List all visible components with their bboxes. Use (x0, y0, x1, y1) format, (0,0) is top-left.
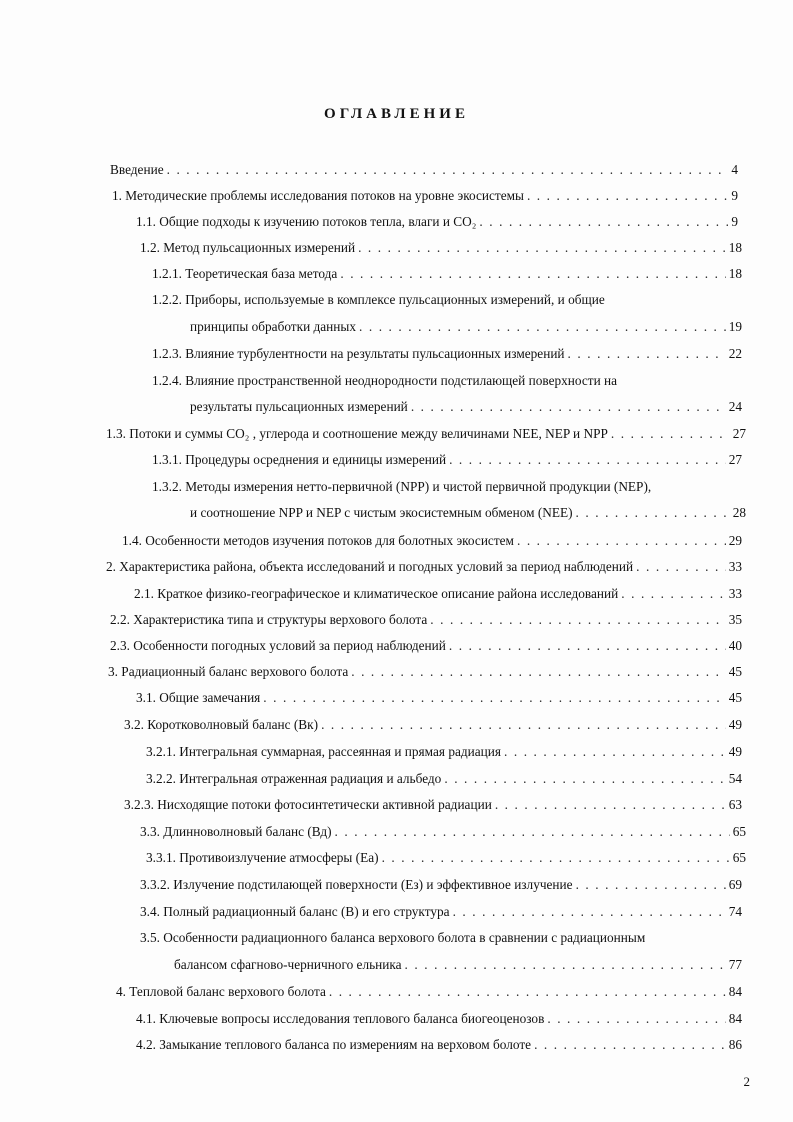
toc-entry[interactable] (136, 1037, 742, 1053)
toc-entry-text-line2: принципы обработки данных (190, 319, 356, 334)
toc-entry-text: 3.2.1. Интегральная суммарная, рассеянная и прямая радиация (146, 744, 501, 759)
toc-entry[interactable] (152, 373, 742, 389)
toc-entry-text: 3. Радиационный баланс верхового болота (108, 664, 349, 679)
toc-dot-leader (453, 904, 726, 920)
toc-entry[interactable] (140, 877, 742, 893)
toc-dot-leader (495, 797, 726, 813)
toc-entry-text: 3.3. Длинноволновый баланс (Вд) (140, 824, 332, 839)
toc-entry[interactable] (122, 533, 742, 549)
toc-entry-text: 2.2. Характеристика типа и структуры верхового болота (110, 612, 428, 627)
toc-entry-page: 28 (732, 505, 746, 520)
toc-entry-page: 4 (731, 162, 738, 177)
toc-entry-page: 74 (728, 904, 742, 919)
toc-entry-page: 40 (728, 638, 742, 653)
toc-entry-text: 2. Характеристика района, объекта исследований и погодных условий за период наблюдений (106, 559, 634, 574)
toc-dot-leader (335, 824, 730, 840)
toc-dot-leader (358, 240, 726, 256)
toc-entry-page: 45 (728, 690, 742, 705)
toc-entry-text: 4. Тепловой баланс верхового болота (116, 984, 326, 999)
toc-entry-page: 65 (732, 824, 746, 839)
toc-entry[interactable] (152, 479, 746, 495)
toc-entry-page: 63 (728, 797, 742, 812)
toc-dot-leader (547, 1011, 725, 1027)
toc-dot-leader (382, 850, 730, 866)
toc-entry-page: 27 (728, 452, 742, 467)
toc-entry-text: 1.1. Общие подходы к изучению потоков тепла, влаги и CO₂ (136, 214, 477, 229)
toc-entry-text: 2.3. Особенности погодных условий за период наблюдений (110, 638, 446, 653)
toc-dot-leader (534, 1037, 726, 1053)
toc-entry-page: 29 (728, 533, 742, 548)
toc-entry[interactable] (140, 824, 746, 840)
toc-entry-page: 9 (731, 188, 738, 203)
toc-entry[interactable] (136, 690, 742, 706)
toc-dot-leader (411, 399, 726, 415)
toc-dot-leader (444, 771, 725, 787)
toc-entry-page: 24 (728, 399, 742, 414)
toc-entry-text: Введение (110, 162, 164, 177)
toc-entry-page: 54 (728, 771, 742, 786)
toc-entry-text-line2: и соотношение NPP и NEP с чистым экосистемным обменом (NEE) (190, 505, 573, 520)
toc-entry-page: 45 (728, 664, 742, 679)
toc-dot-leader (568, 346, 726, 362)
toc-dot-leader (621, 586, 725, 602)
toc-entry-page: 27 (732, 426, 746, 441)
toc-entry-continuation[interactable] (190, 505, 746, 521)
toc-entry-text: 1.3. Потоки и суммы CO₂ , углерода и соотношение между величинами NEE, NEP и NPP (106, 426, 608, 441)
toc-entry-text-line2: результаты пульсационных измерений (190, 399, 408, 414)
toc-entry-text: 1.3.2. Методы измерения нетто-первичной (NPP) и чистой первичной продукции (NEP), (152, 479, 652, 494)
toc-entry[interactable] (134, 586, 742, 602)
toc-entry-page: 65 (732, 850, 746, 865)
toc-entry-text: 1.4. Особенности методов изучения потоков для болотных экосистем (122, 533, 514, 548)
toc-entry[interactable] (152, 346, 742, 362)
toc-entry-page: 33 (728, 586, 742, 601)
toc-entry-page: 49 (728, 717, 742, 732)
toc-entry[interactable] (112, 188, 738, 204)
toc-entry[interactable] (110, 638, 742, 654)
toc-entry-text: 1.2.1. Теоретическая база метода (152, 266, 338, 281)
toc-entry[interactable] (124, 797, 742, 813)
toc-entry[interactable] (146, 771, 742, 787)
toc-entry-text-line2: балансом сфагново-черничного ельника (174, 957, 402, 972)
toc-entry-page: 33 (728, 559, 742, 574)
toc-dot-leader (340, 266, 725, 282)
toc-dot-leader (636, 559, 726, 575)
toc-dot-leader (517, 533, 726, 549)
toc-dot-leader (321, 717, 726, 733)
toc-entry[interactable] (106, 426, 746, 442)
toc-dot-leader (405, 957, 726, 973)
toc-entry-page: 49 (728, 744, 742, 759)
toc-entry-page: 19 (728, 319, 742, 334)
toc-entry-page: 69 (728, 877, 742, 892)
toc-entry-page: 35 (728, 612, 742, 627)
toc-entry-page: 84 (728, 1011, 742, 1026)
toc-entry-page: 18 (728, 240, 742, 255)
toc-entry-text: 3.4. Полный радиационный баланс (В) и его структура (140, 904, 450, 919)
toc-entry-text: 1.2.3. Влияние турбулентности на результаты пульсационных измерений (152, 346, 565, 361)
toc-dot-leader (527, 188, 728, 204)
toc-entry[interactable] (140, 930, 742, 946)
toc-entry[interactable] (146, 850, 746, 866)
toc-entry-page: 86 (728, 1037, 742, 1052)
toc-entry-text: 2.1. Краткое физико-географическое и климатическое описание района исследований (134, 586, 619, 601)
toc-entry-text: 3.3.2. Излучение подстилающей поверхности (Ез) и эффективное излучение (140, 877, 573, 892)
toc-entry-page: 22 (728, 346, 742, 361)
toc-entry[interactable] (110, 162, 738, 178)
toc-dot-leader (430, 612, 725, 628)
toc-entry[interactable] (152, 266, 742, 282)
page-title: ОГЛАВЛЕНИЕ (324, 106, 469, 122)
toc-dot-leader (263, 690, 725, 706)
toc-entry-continuation[interactable] (190, 319, 742, 335)
toc-entry[interactable] (140, 904, 742, 920)
toc-entry[interactable] (152, 452, 742, 468)
toc-dot-leader (504, 744, 726, 760)
toc-entry-text: 1.2. Метод пульсационных измерений (140, 240, 356, 255)
toc-entry-text: 3.2.2. Интегральная отраженная радиация и альбедо (146, 771, 442, 786)
toc-entry-text: 3.5. Особенности радиационного баланса верхового болота в сравнении с радиационным (140, 930, 646, 945)
toc-dot-leader (351, 664, 725, 680)
toc-dot-leader (359, 319, 726, 335)
toc-dot-leader (449, 452, 726, 468)
toc-entry-text: 1.2.2. Приборы, используемые в комплексе пульсационных измерений, и общие (152, 292, 605, 307)
toc-dot-leader (576, 877, 726, 893)
toc-entry-text: 3.2.3. Нисходящие потоки фотосинтетически активной радиации (124, 797, 492, 812)
toc-entry-page: 18 (728, 266, 742, 281)
toc-entry-page: 84 (728, 984, 742, 999)
toc-entry-page: 77 (728, 957, 742, 972)
toc-entry-text: 4.1. Ключевые вопросы исследования теплового баланса биогеоценозов (136, 1011, 545, 1026)
toc-entry[interactable] (146, 744, 742, 760)
toc-entry-continuation[interactable] (190, 399, 742, 415)
toc-entry-page: 9 (731, 214, 738, 229)
toc-entry[interactable] (124, 717, 742, 733)
toc-entry[interactable] (116, 984, 742, 1000)
toc-entry[interactable] (106, 559, 742, 575)
toc-dot-leader (576, 505, 730, 521)
toc-dot-leader (167, 162, 729, 178)
toc-entry-text: 3.1. Общие замечания (136, 690, 261, 705)
toc-entry-continuation[interactable] (174, 957, 742, 973)
toc-entry[interactable] (110, 612, 742, 628)
toc-dot-leader (611, 426, 730, 442)
toc-entry[interactable] (136, 214, 738, 230)
page-number: 2 (743, 1074, 750, 1089)
toc-entry-text: 4.2. Замыкание теплового баланса по измерениям на верховом болоте (136, 1037, 532, 1052)
toc-dot-leader (329, 984, 726, 1000)
toc-entry-text: 3.2. Коротковолновый баланс (Вк) (124, 717, 319, 732)
toc-entry[interactable] (108, 664, 742, 680)
toc-dot-leader (449, 638, 726, 654)
toc-entry[interactable] (136, 1011, 742, 1027)
toc-entry-text: 1. Методические проблемы исследования потоков на уровне экосистемы (112, 188, 524, 203)
toc-entry-text: 1.2.4. Влияние пространственной неоднородности подстилающей поверхности на (152, 373, 618, 388)
toc-entry-text: 3.3.1. Противоизлучение атмосферы (Еа) (146, 850, 379, 865)
toc-entry-text: 1.3.1. Процедуры осреднения и единицы измерений (152, 452, 447, 467)
toc-entry[interactable] (140, 240, 742, 256)
toc-dot-leader (479, 214, 728, 230)
